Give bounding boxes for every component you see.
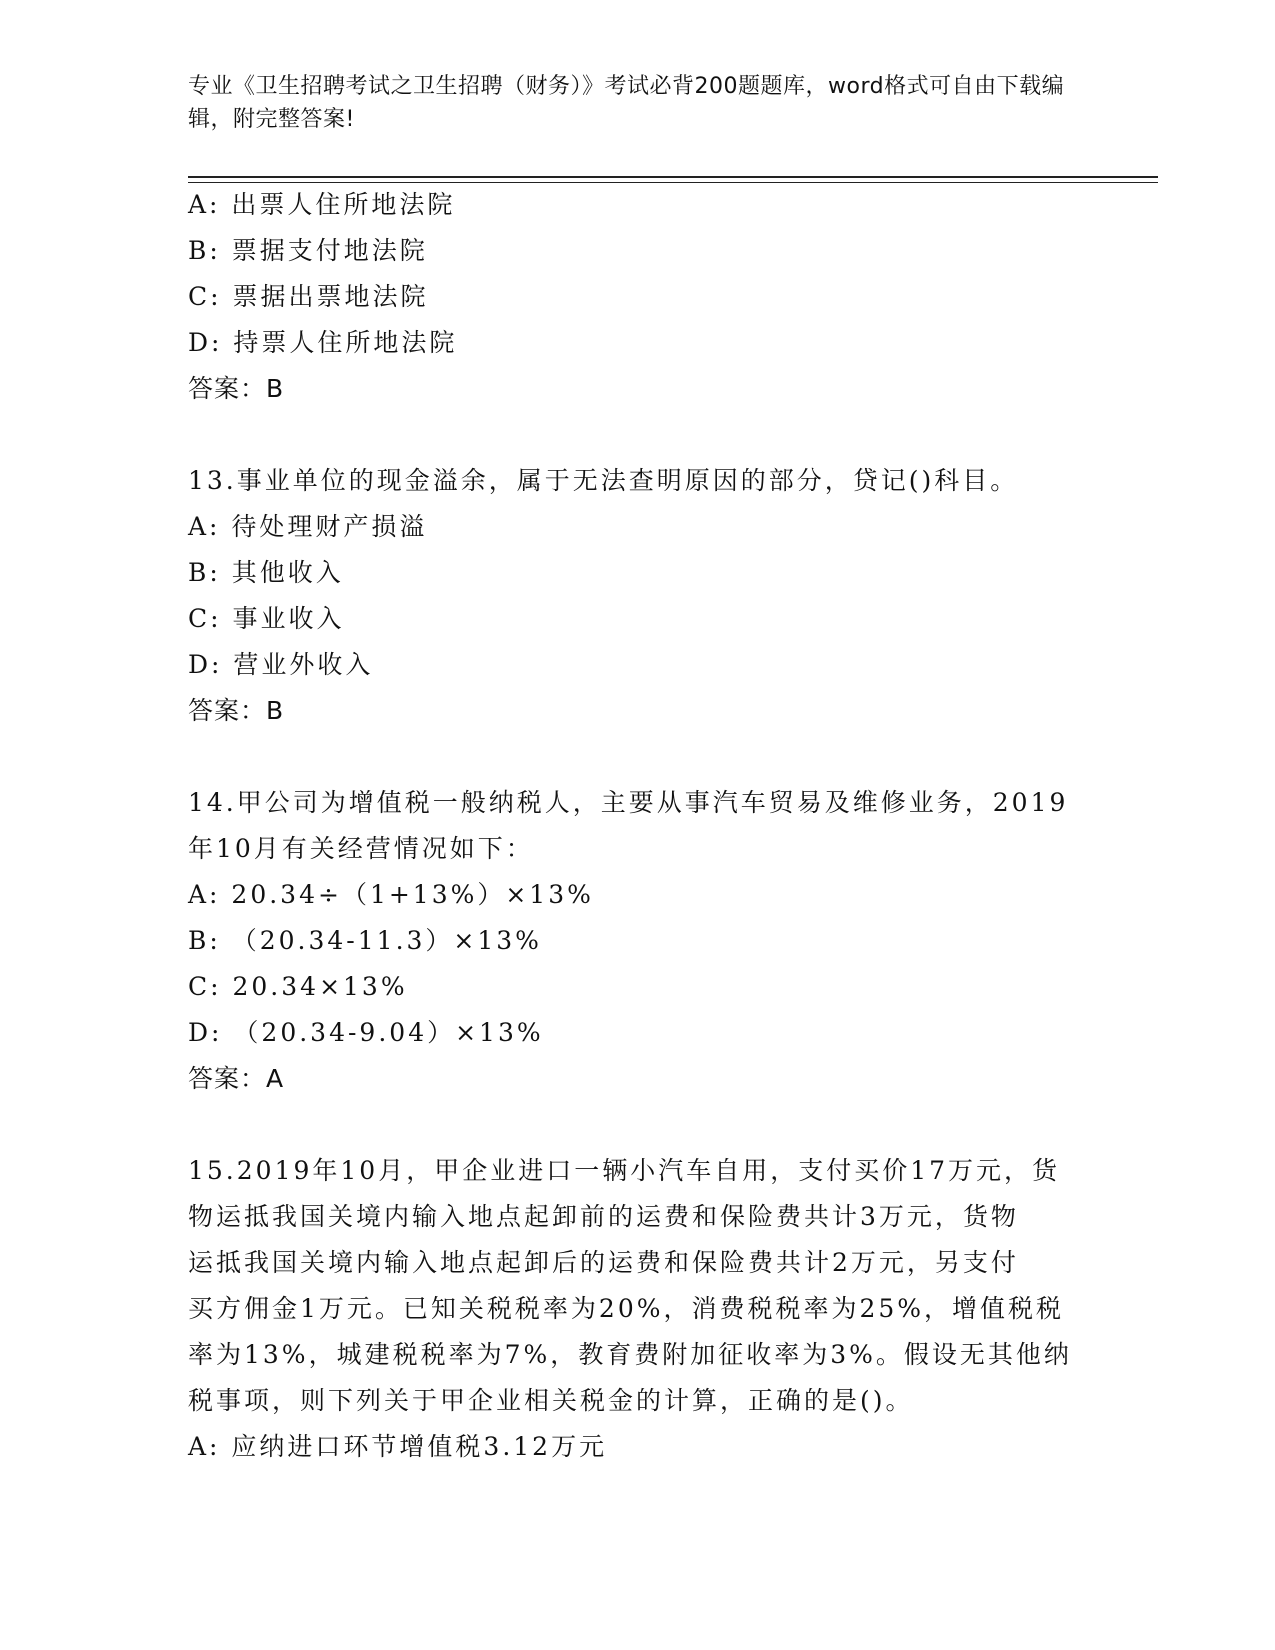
- q13-option-a: A: 待处理财产损溢: [188, 512, 428, 541]
- q14-option-d: D: （20.34-9.04）×13%: [188, 1018, 544, 1047]
- q14-question-line2: 年10月有关经营情况如下：: [188, 834, 534, 863]
- q13-option-b: B: 其他收入: [188, 558, 344, 587]
- q13-question: 13.事业单位的现金溢余，属于无法查明原因的部分，贷记()科目。: [188, 466, 1019, 495]
- q12-option-a: A: 出票人住所地法院: [188, 190, 456, 219]
- header-divider: [188, 176, 1158, 178]
- q14-question-line1: 14.甲公司为增值税一般纳税人，主要从事汽车贸易及维修业务，2019: [188, 788, 1069, 817]
- q15-question-line1: 15.2019年10月，甲企业进口一辆小汽车自用，支付买价17万元，货: [188, 1156, 1061, 1185]
- q15-question-line6: 税事项，则下列关于甲企业相关税金的计算，正确的是()。: [188, 1386, 914, 1415]
- q15-question-line4: 买方佣金1万元。已知关税税率为20%，消费税税率为25%，增值税税: [188, 1294, 1065, 1323]
- q13-option-c: C: 事业收入: [188, 604, 345, 633]
- q14-option-b: B: （20.34-11.3）×13%: [188, 926, 542, 955]
- q15-option-a: A: 应纳进口环节增值税3.12万元: [188, 1432, 608, 1461]
- document-header: 专业《卫生招聘考试之卫生招聘（财务）》考试必背200题题库，word格式可自由下载编辑，附完整答案!: [188, 74, 1065, 132]
- q15-question-line5: 率为13%，城建税税率为7%，教育费附加征收率为3%。假设无其他纳: [188, 1340, 1072, 1369]
- q15-question-line2: 物运抵我国关境内输入地点起卸前的运费和保险费共计3万元，货物: [188, 1202, 1019, 1231]
- q12-option-b: B: 票据支付地法院: [188, 236, 428, 265]
- q14-answer: 答案：A: [188, 1064, 285, 1093]
- q14-option-c: C: 20.34×13%: [188, 972, 408, 1001]
- q12-option-c: C: 票据出票地法院: [188, 282, 429, 311]
- q12-option-d: D: 持票人住所地法院: [188, 328, 458, 357]
- q14-option-a: A: 20.34÷（1+13%）×13%: [188, 880, 594, 909]
- q13-option-d: D: 营业外收入: [188, 650, 374, 679]
- q12-answer: 答案：B: [188, 374, 285, 403]
- q13-answer: 答案：B: [188, 696, 285, 725]
- q15-question-line3: 运抵我国关境内输入地点起卸后的运费和保险费共计2万元，另支付: [188, 1248, 1019, 1277]
